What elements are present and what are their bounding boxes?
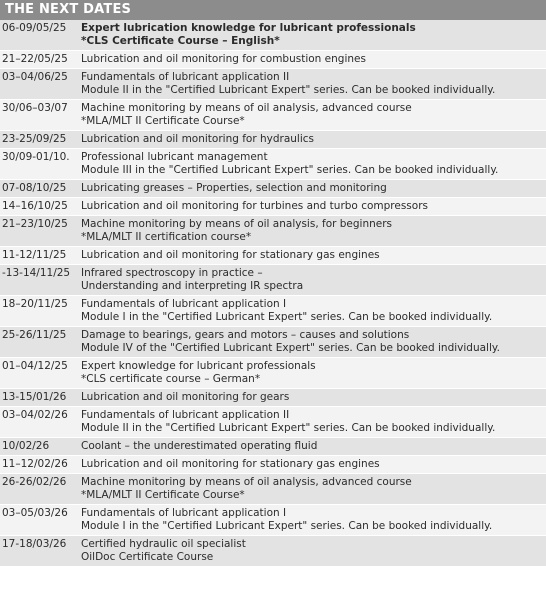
table-row [0,456,546,474]
table-row [0,296,546,327]
course-subtitle: Module II in the "Certified Lubricant Expert" series. Can be booked individually. [81,84,496,96]
course-date: 11–12/02/26 [2,458,68,470]
course-title: Damage to bearings, gears and motors – causes and solutions [81,329,410,341]
course-description [81,69,546,99]
course-subtitle: Module I in the "Certified Lubricant Expert" series. Can be booked individually. [81,311,493,323]
course-subtitle: *MLA/MLT II certification course* [81,231,252,243]
course-description [81,180,546,197]
course-description [81,149,546,179]
course-date: 14–16/10/25 [2,200,68,212]
table-row [0,20,546,51]
course-title: Expert knowledge for lubricant professionals [81,360,316,372]
course-description [81,216,546,246]
table-row [0,505,546,536]
course-title: Fundamentals of lubricant application II [81,409,290,421]
course-title: Certified hydraulic oil specialist [81,538,246,550]
section-title: THE NEXT DATES [0,0,546,20]
course-description [81,100,546,130]
course-title: Lubrication and oil monitoring for turbines and turbo compressors [81,200,428,212]
table-row [0,536,546,567]
course-description [81,51,546,68]
course-description [81,247,546,264]
course-date: 17-18/03/26 [2,538,67,550]
course-description [81,265,546,295]
course-description [81,389,546,406]
course-date: 13-15/01/26 [2,391,67,403]
course-title: Professional lubricant management [81,151,268,163]
table-row [0,149,546,180]
course-date: 26-26/02/26 [2,476,67,488]
course-title: Machine monitoring by means of oil analysis, advanced course [81,102,412,114]
course-date: 11-12/11/25 [2,249,67,261]
table-row [0,474,546,505]
course-title: Infrared spectroscopy in practice – [81,267,263,279]
course-subtitle: OilDoc Certificate Course [81,551,214,563]
table-row [0,69,546,100]
course-title: Lubrication and oil monitoring for hydraulics [81,133,315,145]
course-date: 18–20/11/25 [2,298,68,310]
table-row [0,216,546,247]
course-description [81,474,546,504]
course-date: 23-25/09/25 [2,133,67,145]
course-description [81,456,546,473]
course-subtitle: Module IV of the "Certified Lubricant Expert" series. Can be booked individually. [81,342,500,354]
course-title: Fundamentals of lubricant application I [81,298,287,310]
course-title: Lubrication and oil monitoring for stationary gas engines [81,249,380,261]
course-description [81,131,546,148]
course-subtitle: Module III in the "Certified Lubricant Expert" series. Can be booked individually. [81,164,499,176]
course-date: -13-14/11/25 [2,267,71,279]
course-date: 30/09-01/10. [2,151,70,163]
course-description [81,358,546,388]
course-title: Lubrication and oil monitoring for gears [81,391,290,403]
table-row [0,100,546,131]
course-title: Machine monitoring by means of oil analysis, for beginners [81,218,393,230]
course-date: 07-08/10/25 [2,182,67,194]
course-title: Fundamentals of lubricant application I [81,507,287,519]
course-date: 06-09/05/25 [2,22,67,34]
course-subtitle: *MLA/MLT II Certificate Course* [81,115,245,127]
course-date: 03–05/03/26 [2,507,68,519]
course-date: 01–04/12/25 [2,360,68,372]
course-subtitle: *CLS Certificate Course – English* [81,35,280,47]
table-row [0,265,546,296]
course-title: Lubricating greases – Properties, selection and monitoring [81,182,387,194]
course-subtitle: Module I in the "Certified Lubricant Expert" series. Can be booked individually. [81,520,493,532]
course-title: Lubrication and oil monitoring for combustion engines [81,53,366,65]
course-date: 03–04/02/26 [2,409,68,421]
course-subtitle: *MLA/MLT II Certificate Course* [81,489,245,501]
table-row [0,327,546,358]
course-subtitle: Module II in the "Certified Lubricant Expert" series. Can be booked individually. [81,422,496,434]
table-row [0,389,546,407]
course-date: 25-26/11/25 [2,329,67,341]
course-title: Fundamentals of lubricant application II [81,71,290,83]
course-subtitle: Understanding and interpreting IR spectra [81,280,304,292]
course-title: Coolant – the underestimated operating fluid [81,440,318,452]
table-row [0,131,546,149]
table-row [0,358,546,389]
course-date: 10/02/26 [2,440,50,452]
course-description [81,505,546,535]
course-date: 21–23/10/25 [2,218,68,230]
course-title: Machine monitoring by means of oil analysis, advanced course [81,476,412,488]
course-description [81,296,546,326]
course-title: Expert lubrication knowledge for lubricant professionals [81,22,416,34]
course-subtitle: *CLS certificate course – German* [81,373,261,385]
table-row [0,247,546,265]
course-description [81,438,546,455]
course-title: Lubrication and oil monitoring for stationary gas engines [81,458,380,470]
course-description [81,407,546,437]
course-date: 03–04/06/25 [2,71,68,83]
table-row [0,438,546,456]
course-description [81,536,546,566]
table-row [0,407,546,438]
dates-table [0,20,546,567]
table-row [0,180,546,198]
course-description [81,20,546,50]
table-row [0,51,546,69]
table-row [0,198,546,216]
course-description [81,198,546,215]
course-date: 30/06–03/07 [2,102,68,114]
course-date: 21–22/05/25 [2,53,68,65]
course-description [81,327,546,357]
